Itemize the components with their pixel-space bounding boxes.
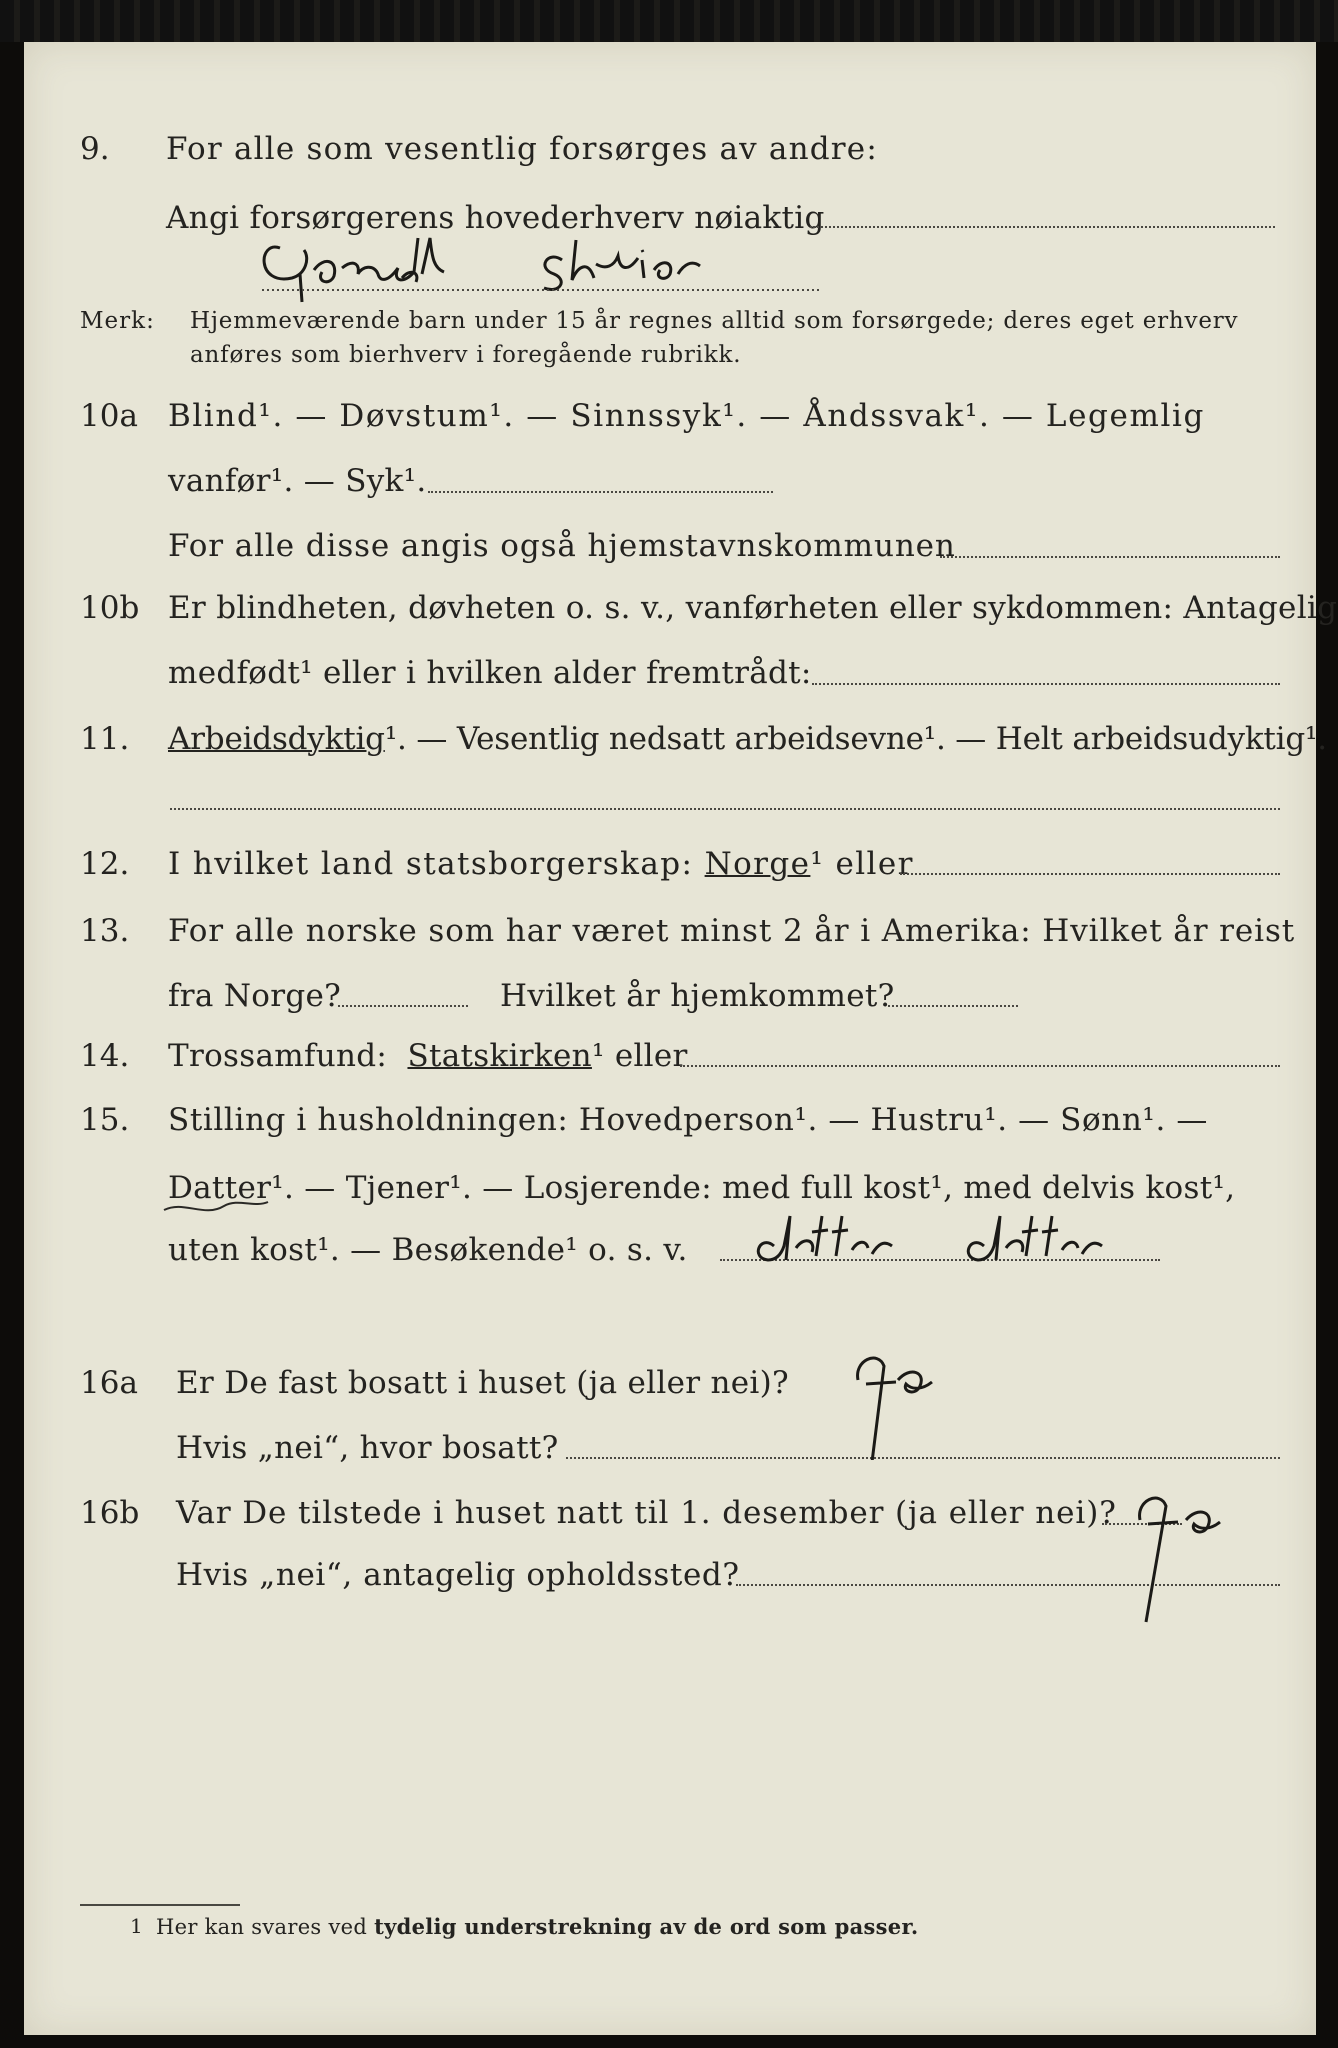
q15-line3: uten kost¹. — Besøkende¹ o. s. v. — [168, 1232, 688, 1268]
q10b-dots — [812, 683, 1280, 685]
merk-label: Merk: — [80, 308, 155, 334]
q12-number: 12. — [80, 846, 130, 882]
footnote-text: Her kan svares ved — [156, 1915, 368, 1939]
q9-handwritten-answer — [262, 228, 822, 312]
q13-line2b: Hvilket år hjemkommet? — [500, 978, 895, 1014]
q11-number: 11. — [80, 721, 130, 757]
q12-prompt: I hvilket land statsborgerskap: — [168, 846, 694, 882]
q16a-number: 16a — [80, 1365, 138, 1401]
q11-rest: ¹. — Vesentlig nedsatt arbeidsevne¹. — Helt arbeidsudyktig¹. — [384, 721, 1327, 757]
q16b-line2: Hvis „nei“, antagelig opholdssted? — [176, 1557, 740, 1593]
footnote — [156, 1914, 919, 1939]
q14-underlined-option: Statskirken — [407, 1038, 592, 1074]
q14-line — [168, 1038, 688, 1074]
q12-post: ¹ eller — [810, 846, 914, 882]
q14-post: ¹ eller — [591, 1038, 688, 1074]
q9-line2: Angi forsørgerens hovederhverv nøiaktig — [166, 200, 825, 236]
q12-dots — [900, 873, 1280, 875]
q16b-number: 16b — [80, 1495, 140, 1531]
q10a-line1: Blind¹. — Døvstum¹. — Sinnssyk¹. — Åndssvak¹. — Legemlig — [168, 398, 1205, 434]
q11-answer-dots — [170, 808, 1280, 810]
q16b-handwritten-answer — [1100, 1480, 1260, 1634]
q13-line2a: fra Norge? — [168, 978, 342, 1014]
q15-handwritten-answer — [752, 1210, 1192, 1274]
q11-line — [168, 721, 1327, 757]
q13-hjem-dots — [888, 1005, 1018, 1007]
q15-line2: Datter¹. — Tjener¹. — Losjerende: med full kost¹, med delvis kost¹, — [168, 1170, 1236, 1206]
q9-number: 9. — [80, 131, 110, 167]
footnote-mark: 1 — [130, 1914, 144, 1938]
q10b-number: 10b — [80, 590, 140, 626]
q13-reist-dots — [338, 1005, 468, 1007]
q16a-handwritten-answer — [818, 1340, 958, 1464]
q14-number: 14. — [80, 1038, 130, 1074]
q10b-line1: Er blindheten, døvheten o. s. v., vanførheten eller sykdommen: Antagelig — [168, 590, 1338, 626]
q10a-line2: vanfør¹. — Syk¹. — [168, 463, 427, 499]
q16a-line1: Er De fast bosatt i huset (ja eller nei)? — [176, 1365, 789, 1401]
q12-underlined-option: Norge — [704, 846, 811, 882]
q14-prompt: Trossamfund: — [168, 1038, 388, 1074]
footnote-rule — [80, 1904, 240, 1906]
q11-underlined-option: Arbeidsdyktig — [168, 721, 385, 757]
q16a-line2: Hvis „nei“, hvor bosatt? — [176, 1430, 559, 1466]
q10b-line2: medfødt¹ eller i hvilken alder fremtrådt: — [168, 655, 812, 691]
scan-border-top — [0, 0, 1338, 42]
merk-line1: Hjemmeværende barn under 15 år regnes alltid som forsørgede; deres eget erhverv — [190, 308, 1239, 334]
footnote-bold-text: tydelig understrekning av de ord som passer. — [374, 1914, 919, 1939]
q9-line1: For alle som vesentlig forsørges av andre: — [166, 131, 878, 167]
q10a-syk-dots — [428, 491, 773, 493]
q16b-line1: Var De tilstede i huset natt til 1. desember (ja eller nei)? — [176, 1495, 1117, 1531]
q10a-kommune-dots — [940, 556, 1280, 558]
merk-line2: anføres som bierhverv i foregående rubrikk. — [190, 342, 742, 368]
q15-line1: Stilling i husholdningen: Hovedperson¹. — Hustru¹. — Sønn¹. — — [168, 1102, 1208, 1138]
q12-line — [168, 846, 914, 882]
q10a-number: 10a — [80, 398, 138, 434]
q14-dots — [680, 1065, 1280, 1067]
q15-number: 15. — [80, 1102, 130, 1138]
q10a-line3: For alle disse angis også hjemstavnskommunen — [168, 528, 956, 564]
q13-line1: For alle norske som har været minst 2 år i Amerika: Hvilket år reist — [168, 913, 1296, 949]
datter-strike-mark — [160, 1188, 270, 1232]
q9-answer-dots — [810, 226, 1275, 228]
q13-number: 13. — [80, 913, 130, 949]
